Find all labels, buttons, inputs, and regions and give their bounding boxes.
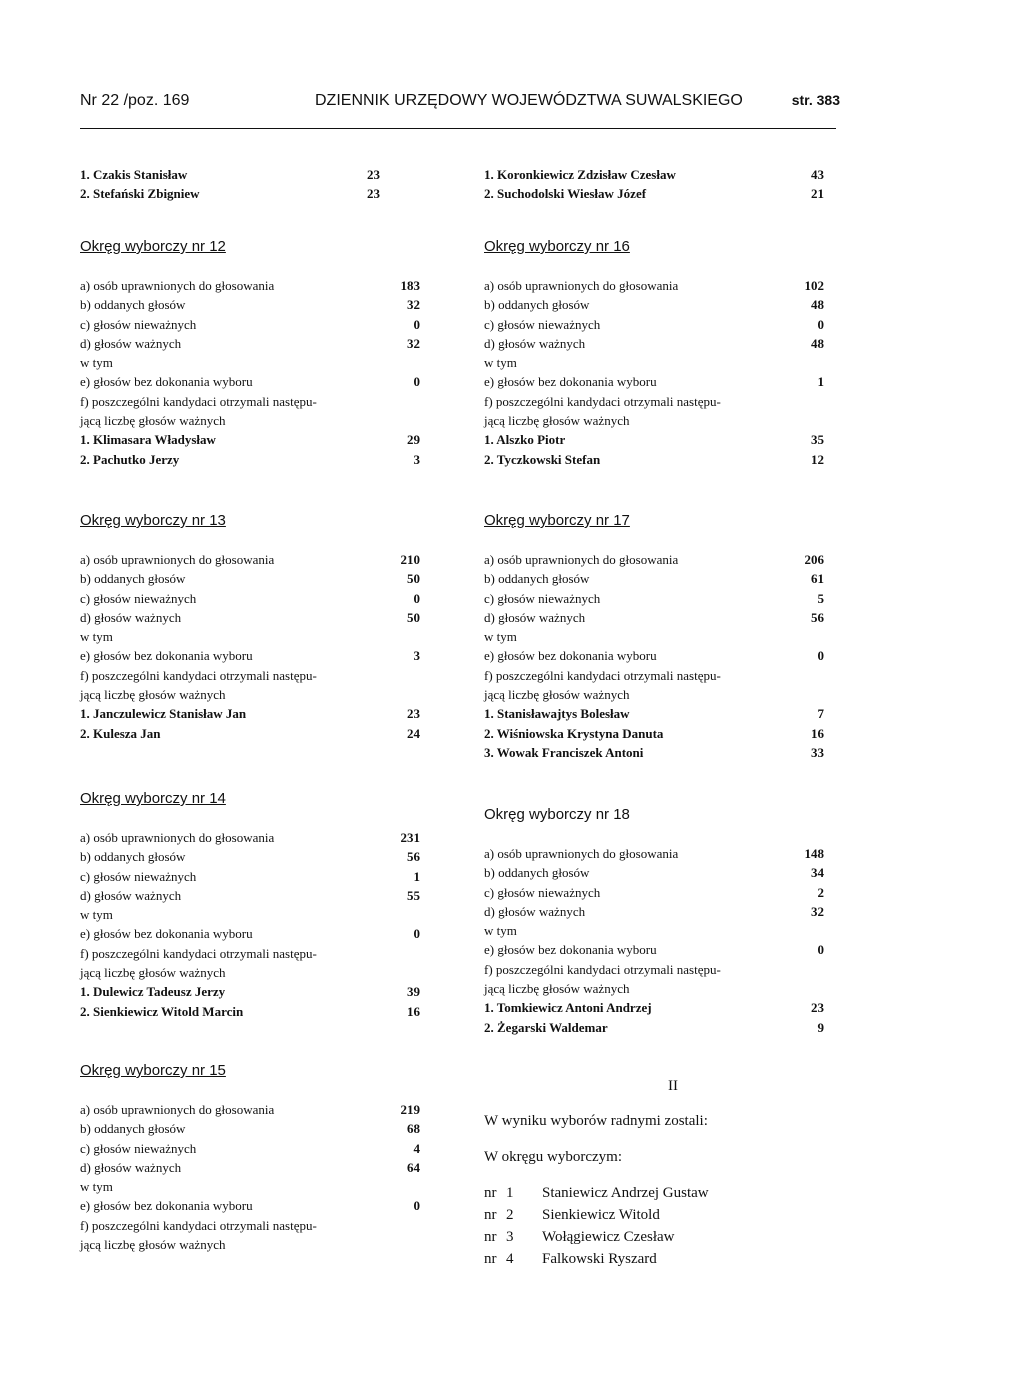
results-intro: W wyniku wyborów radnymi zostali: (484, 1113, 708, 1129)
district-15: Okręg wyborczy nr 15 a) osób uprawnionych do głosowania 219 b) oddanych głosów 68 c) głosów nieważnych 4 d) głosów ważnych 64 w tym e) głosów bez dokonania wyboru 0 f) poszczególni kandydaci otrzymali następu- jącą liczbę głosów ważnych (80, 1062, 420, 1253)
list-item: 2. Pachutko Jerzy 3 (80, 451, 420, 467)
list-item: nr 1 Staniewicz Andrzej Gustaw (484, 1185, 709, 1201)
list-item: 1. Czakis Stanisław 23 (80, 167, 380, 182)
list-item: 2. Żegarski Waldemar 9 (484, 1019, 824, 1035)
district-heading: Okręg wyborczy nr 12 (80, 238, 226, 255)
district-18: Okręg wyborczy nr 18 a) osób uprawnionych do głosowania 148 b) oddanych głosów 34 c) głosów nieważnych 2 d) głosów ważnych 32 w tym e) głosów bez dokonania wyboru 0 f) poszczególni kandydaci otrzymali następu- jącą liczbę głosów ważnych 1. Tomkiewicz Antoni Andrzej 23 2. Żegarski Waldemar 9 (484, 806, 824, 1037)
journal-title: DZIENNIK URZĘDOWY WOJEWÓDZTWA SUWALSKIEGO (315, 92, 743, 109)
page-number: str. 383 (791, 92, 840, 108)
district-heading: Okręg wyborczy nr 15 (80, 1062, 226, 1079)
district-17: Okręg wyborczy nr 17 a) osób uprawnionych do głosowania 206 b) oddanych głosów 61 c) głosów nieważnych 5 d) głosów ważnych 56 w tym e) głosów bez dokonania wyboru 0 f) poszczególni kandydaci otrzymali następu- jącą liczbę głosów ważnych 1. Stanisławajtys Bolesław 7 2. Wiśniowska Krystyna Danuta 16 3. Wowak Franciszek Antoni 33 (484, 512, 824, 762)
list-item: 1. Tomkiewicz Antoni Andrzej 23 (484, 1000, 824, 1016)
list-item: 1. Koronkiewicz Zdzisław Czesław 43 (484, 167, 824, 182)
list-item: 2. Stefański Zbigniew 23 (80, 186, 380, 202)
district-heading: Okręg wyborczy nr 18 (484, 806, 630, 823)
list-item: nr 3 Wołągiewicz Czesław (484, 1229, 675, 1245)
district-13: Okręg wyborczy nr 13 a) osób uprawnionych do głosowania 210 b) oddanych głosów 50 c) głosów nieważnych 0 d) głosów ważnych 50 w tym e) głosów bez dokonania wyboru 3 f) poszczególni kandydaci otrzymali następu- jącą liczbę głosów ważnych 1. Janczulewicz Stanisław Jan 23 2. Kulesza Jan 24 (80, 512, 420, 743)
list-item: 2. Sienkiewicz Witold Marcin 16 (80, 1003, 420, 1019)
issue-reference: Nr 22 /poz. 169 (80, 92, 190, 109)
district-12: Okręg wyborczy nr 12 a) osób uprawnionych do głosowania 183 b) oddanych głosów 32 c) głosów nieważnych 0 d) głosów ważnych 32 w tym e) głosów bez dokonania wyboru 0 f) poszczególni kandydaci otrzymali następu- jącą liczbę głosów ważnych 1. Klimasara Władysław 29 2. Pachutko Jerzy 3 (80, 238, 420, 469)
top-right-candidates (484, 165, 824, 204)
list-item: nr 2 Sienkiewicz Witold (484, 1207, 660, 1223)
list-item: 2. Wiśniowska Krystyna Danuta 16 (484, 725, 824, 741)
list-item: 3. Wowak Franciszek Antoni 33 (484, 744, 824, 760)
district-heading: Okręg wyborczy nr 13 (80, 512, 226, 529)
top-left-candidates (80, 165, 380, 204)
list-item: 2. Suchodolski Wiesław Józef 21 (484, 186, 824, 202)
district-heading: Okręg wyborczy nr 17 (484, 512, 630, 529)
page-header (80, 92, 840, 116)
header-rule (80, 128, 836, 129)
list-item: 2. Kulesza Jan 24 (80, 725, 420, 741)
results-section (484, 1078, 834, 1270)
list-item: 1. Alszko Piotr 35 (484, 432, 824, 448)
district-14: Okręg wyborczy nr 14 a) osób uprawnionych do głosowania 231 b) oddanych głosów 56 c) głosów nieważnych 1 d) głosów ważnych 55 w tym e) głosów bez dokonania wyboru 0 f) poszczególni kandydaci otrzymali następu- jącą liczbę głosów ważnych 1. Dulewicz Tadeusz Jerzy 39 2. Sienkiewicz Witold Marcin 16 (80, 790, 420, 1021)
section-number: II (668, 1078, 678, 1094)
district-heading: Okręg wyborczy nr 14 (80, 790, 226, 807)
list-item: 2. Tyczkowski Stefan 12 (484, 451, 824, 467)
list-item: 1. Dulewicz Tadeusz Jerzy 39 (80, 984, 420, 1000)
district-16: Okręg wyborczy nr 16 a) osób uprawnionych do głosowania 102 b) oddanych głosów 48 c) głosów nieważnych 0 d) głosów ważnych 48 w tym e) głosów bez dokonania wyboru 1 f) poszczególni kandydaci otrzymali następu- jącą liczbę głosów ważnych 1. Alszko Piotr 35 2. Tyczkowski Stefan 12 (484, 238, 824, 469)
list-item: 1. Stanisławajtys Bolesław 7 (484, 706, 824, 722)
district-label: W okręgu wyborczym: (484, 1149, 623, 1165)
list-item: 1. Janczulewicz Stanisław Jan 23 (80, 706, 420, 722)
district-heading: Okręg wyborczy nr 16 (484, 238, 630, 255)
list-item: 1. Klimasara Władysław 29 (80, 432, 420, 448)
list-item: nr 4 Falkowski Ryszard (484, 1251, 657, 1267)
